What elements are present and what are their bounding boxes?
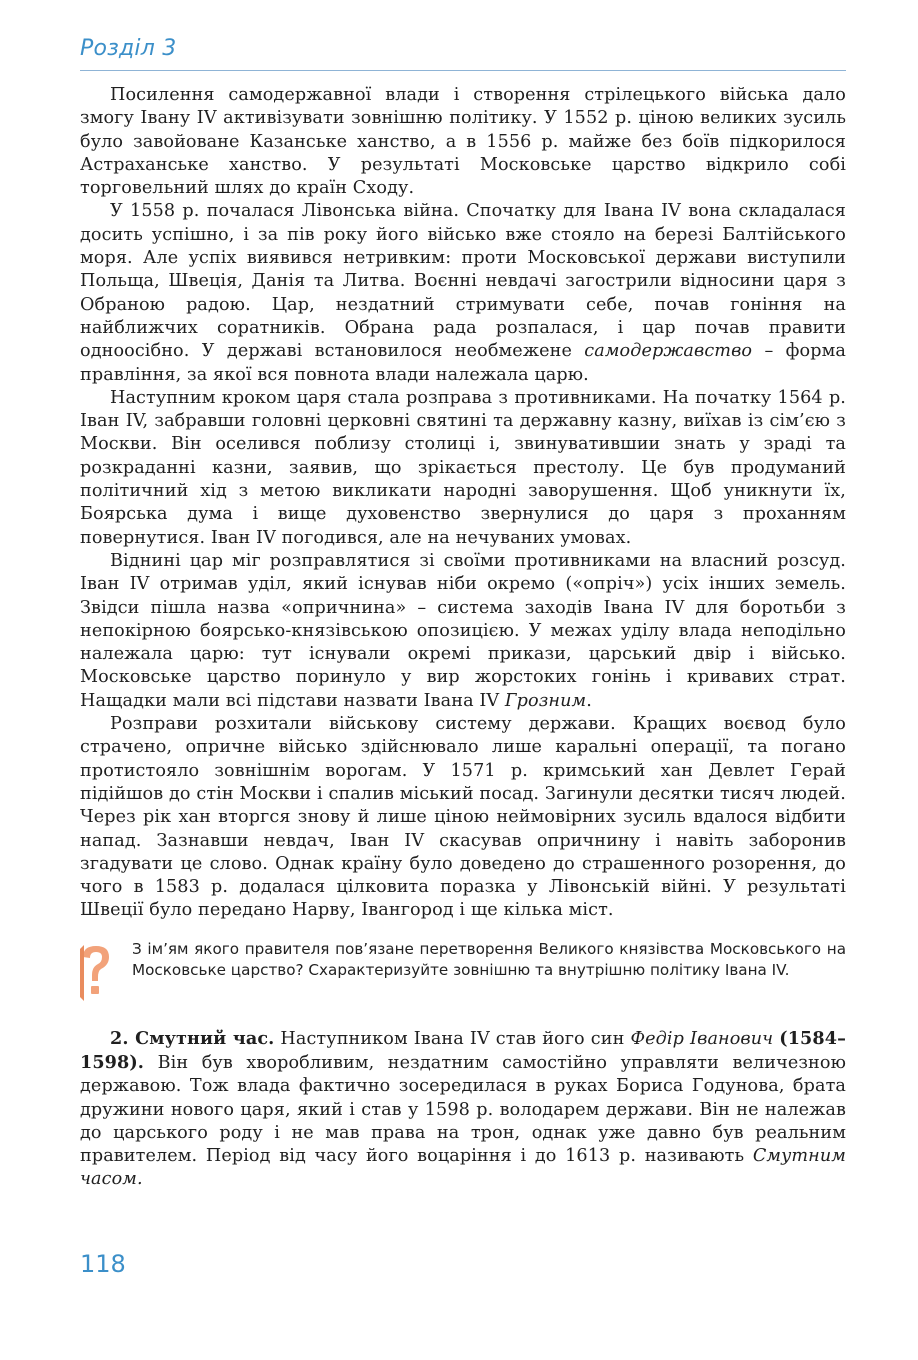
paragraph-text: Віднині цар міг розправлятися зі своїми противниками на власний розсуд. Іван IV отримав уділ, який існував ніби окремо («опріч») усіх інших земель. Звідси пішла назва «опричнина» – система заходів Івана IV для боротьби з непокірною боярсько-князівською опозицією. У межах уділу влада неподільно належала царю: тут існували окремі прикази, царський двір і військо. Московське царство поринуло у вир жорстоких гонінь і кривавих страт. Нащадки мали всі підстави назвати Івана IV bbox=[80, 550, 846, 711]
paragraph-livonian-war bbox=[80, 200, 846, 386]
section-label: Розділ 3 bbox=[80, 36, 177, 61]
paragraph-reprisals: Наступним кроком царя стала розправа з противниками. На початку 1564 р. Іван IV, забравши головні церковні святині та державну казну, виїхав із сім’єю з Москви. Він оселився поблизу столиці і, звинуватившии знать у зраді та розкраданні казни, заявив, що зрікається престолу. Це був продуманий політичний хід з метою викликати народні заворушення. Щоб уникнути їх, Боярська дума і вище духовенство звернулися до царя з проханням повернутися. Іван IV погодився, але на нечуваних умовах. bbox=[80, 387, 846, 548]
page-header bbox=[80, 30, 846, 71]
paragraph-time-of-troubles bbox=[80, 1027, 846, 1192]
paragraph-foreign-policy: Посилення самодержавної влади і створення стрілецького війська дало змогу Івану IV активізувати зовнішню політику. У 1552 р. ціною великих зусиль було завойоване Казанське ханство, а в 1556 р. майже без боїв підкорилося Астраханське ханство. У результаті Московське царство відкрило собі торговельний шлях до країн Сходу. bbox=[80, 85, 846, 199]
page-number: 118 bbox=[80, 1250, 126, 1278]
paragraph-text: У 1558 р. почалася Лівонська війна. Спочатку для Івана IV вона складалася досить успішно, і за пів року його військо вже стояло на березі Балтійського моря. Але успіх виявився нетривким: проти Московської держави виступили Польща, Швеція, Данія та Литва. Воєнні невдачі загострили відносини царя з Обраною радою. Цар, нездатний стримувати себе, почав гоніння на найближчих соратників. Обрана рада розпалася, і цар почав правити одноосібно. У державі встановилося необмежене bbox=[80, 201, 846, 362]
term-time-of-troubles: Смутним часом. bbox=[80, 1146, 846, 1190]
term-autocracy: самодержавство bbox=[584, 341, 753, 362]
paragraph-text: Наступником Івана IV став його син bbox=[274, 1028, 631, 1049]
paragraph-oprichnina bbox=[80, 550, 846, 713]
paragraph-text: . bbox=[586, 690, 592, 711]
dates-reign: (1584–1598). bbox=[80, 1027, 846, 1073]
section-heading: 2. Смутний час. bbox=[110, 1027, 275, 1049]
paragraph-military-decline: Розправи розхитали військову систему держави. Кращих воєвод було страчено, опричне військо здійснювало лише каральні операції, та погано протистояло зовнішнім ворогам. У 1571 р. кримський хан Девлет Герай підійшов до стін Москви і спалив міський посад. Загинули десятки тисяч людей. Через рік хан вторгся знову й лише ціною неймовірних зусиль вдалося відбити напад. Зазнавши невдач, Іван IV скасував опричнину і навіть заборонив згадувати це слово. Однак країну було доведено до страшенного розорення, до чого в 1583 р. додалася цілковита поразка у Лівонській війні. У результаті Швеції було передано Нарву, Івангород і ще кілька міст. bbox=[80, 714, 846, 921]
paragraph-text: Він був хворобливим, нездатним самостійно управляти величезною державою. Тож влада фактично зосередилася в руках Бориса Годунова, брата дружини нового царя, який і став у 1598 р. володарем держави. Він не належав до царського роду і не мав права на трон, однак уже давно був реальним правителем. Період від часу його воцаріння і до 1613 р. називають bbox=[80, 1052, 846, 1167]
question-mark-icon bbox=[80, 943, 112, 1003]
question-text: З ім’ям якого правителя пов’язане перетворення Великого князівства Московського на Московське царство? Схарактеризуйте зовнішню та внутрішню політику Івана IV. bbox=[132, 939, 846, 979]
name-fedir: Федір Іванович bbox=[630, 1028, 774, 1049]
term-grozny: Грозним bbox=[504, 690, 587, 711]
question-box bbox=[80, 939, 846, 1005]
paragraph-text: – форма правління, за якої вся повнота влади належала царю. bbox=[80, 341, 846, 385]
page-content bbox=[80, 84, 846, 1192]
